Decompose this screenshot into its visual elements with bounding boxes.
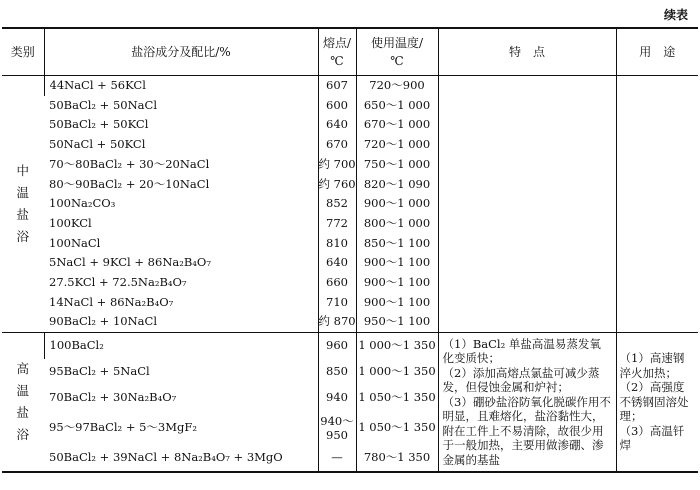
melting-point-cell: 710	[318, 293, 356, 313]
category-char: 温	[16, 383, 29, 399]
temperature-cell: 720～900	[356, 76, 438, 96]
table-row	[2, 76, 698, 96]
composition-cell: 100KCl	[49, 215, 92, 230]
temperature-cell: 750～1 000	[356, 155, 438, 175]
temperature-cell: 900～1 000	[356, 194, 438, 214]
melting-point-cell: 640	[318, 115, 356, 135]
category-char: 中	[16, 163, 29, 179]
temperature-cell: 1 000～1 350	[356, 359, 438, 385]
table-row	[2, 333, 698, 360]
header-features: 特 点	[438, 28, 616, 76]
feature-item: （2）添加高熔点氯盐可减少蒸发，但侵蚀金属和炉衬；	[442, 365, 600, 395]
composition-cell: 90BaCl₂ + 10NaCl	[49, 314, 158, 329]
melting-point-cell: 850	[318, 359, 356, 385]
temperature-cell: 900～1 100	[356, 273, 438, 293]
temperature-cell: 1 000～1 350	[356, 333, 438, 360]
category-char: 盐	[16, 207, 29, 223]
usage-cell	[616, 333, 698, 473]
usage-medium-empty	[616, 76, 698, 333]
temperature-cell: 780～1 350	[356, 445, 438, 472]
temperature-cell: 850～1 100	[356, 234, 438, 254]
melting-point-cell: —	[318, 445, 356, 472]
composition-cell: 50BaCl₂ + 50KCl	[49, 117, 149, 132]
composition-cell: 100Na₂CO₃	[49, 196, 116, 211]
header-category: 类别	[2, 28, 44, 76]
category-char: 盐	[16, 405, 29, 421]
composition-cell: 100BaCl₂	[44, 333, 318, 360]
header-melting-point	[318, 28, 356, 76]
usage-item: （3）高温钎焊	[619, 423, 685, 453]
melting-point-cell: 600	[318, 96, 356, 116]
temperature-cell: 800～1 000	[356, 214, 438, 234]
category-char: 浴	[16, 229, 29, 245]
temperature-cell: 1 050～1 350	[356, 411, 438, 445]
header-melting-point-line2: ℃	[330, 54, 344, 68]
melting-point-cell: 960	[318, 333, 356, 360]
composition-cell: 100NaCl	[49, 235, 101, 250]
category-medium	[2, 76, 44, 333]
header-temperature-line2: ℃	[390, 54, 404, 68]
melting-point-cell: 约 700	[318, 155, 356, 175]
header-temperature-line1: 使用温度/	[370, 36, 424, 50]
header-row	[2, 28, 698, 76]
temperature-cell: 1 050～1 350	[356, 385, 438, 411]
composition-cell: 44NaCl + 56KCl	[44, 76, 318, 96]
temperature-cell: 950～1 100	[356, 312, 438, 332]
composition-cell: 14NaCl + 86Na₂B₄O₇	[49, 294, 174, 309]
composition-cell: 50BaCl₂ + 39NaCl + 8Na₂B₄O₇ + 3MgO	[44, 445, 318, 472]
usage-item: （2）高强度不锈钢固溶处理；	[619, 380, 689, 424]
header-usage: 用 途	[616, 28, 698, 76]
composition-cell: 80～90BaCl₂ + 20～10NaCl	[49, 176, 210, 191]
header-temperature	[356, 28, 438, 76]
melting-point-cell: 670	[318, 135, 356, 155]
composition-cell: 27.5KCl + 72.5Na₂B₄O₇	[49, 275, 187, 290]
composition-cell: 50NaCl + 50KCl	[49, 137, 146, 152]
category-char: 浴	[16, 427, 29, 443]
salt-bath-table	[2, 27, 698, 473]
temperature-cell: 900～1 100	[356, 253, 438, 273]
feature-item: （3）硼砂盐浴防氧化脱碳作用不明显，且难熔化，盐浴黏性大，附在工件上不易清除，故很少用于一般加热，主要用做渗硼、渗金属的基盐	[442, 394, 611, 467]
melting-point-cell: 852	[318, 194, 356, 214]
feature-item: （1）BaCl₂ 单盐高温易蒸发氧化变质快；	[442, 336, 601, 366]
melting-point-cell: 940	[318, 385, 356, 411]
temperature-cell: 670～1 000	[356, 115, 438, 135]
category-char: 高	[16, 361, 29, 377]
melting-point-cell: 607	[318, 76, 356, 96]
continued-label: 续表	[663, 8, 688, 22]
temperature-cell: 820～1 090	[356, 175, 438, 195]
category-char: 温	[16, 185, 29, 201]
header-composition: 盐浴成分及配比/%	[44, 28, 318, 76]
melting-point-cell: 约 870	[318, 312, 356, 332]
melting-point-cell: 772	[318, 214, 356, 234]
header-melting-point-line1: 熔点/	[322, 36, 352, 50]
composition-cell: 95BaCl₂ + 5NaCl	[49, 364, 150, 379]
composition-cell: 95～97BaCl₂ + 5～3MgF₂	[49, 420, 197, 435]
composition-cell: 50BaCl₂ + 50NaCl	[49, 97, 158, 112]
melting-point-cell: 660	[318, 273, 356, 293]
melting-point-cell: 约 760	[318, 175, 356, 195]
temperature-cell: 650～1 000	[356, 96, 438, 116]
temperature-cell: 900～1 100	[356, 293, 438, 313]
melting-point-cell: 810	[318, 234, 356, 254]
features-medium-empty	[438, 76, 616, 333]
category-high	[2, 333, 44, 473]
melting-point-cell: 940～950	[318, 411, 356, 445]
composition-cell: 70～80BaCl₂ + 30～20NaCl	[49, 156, 210, 171]
features-cell	[438, 333, 616, 473]
temperature-cell: 720～1 000	[356, 135, 438, 155]
melting-point-cell: 640	[318, 253, 356, 273]
usage-item: （1）高速钢淬火加热；	[619, 351, 685, 380]
composition-cell: 5NaCl + 9KCl + 86Na₂B₄O₇	[49, 255, 211, 270]
composition-cell: 70BaCl₂ + 30Na₂B₄O₇	[49, 390, 177, 405]
